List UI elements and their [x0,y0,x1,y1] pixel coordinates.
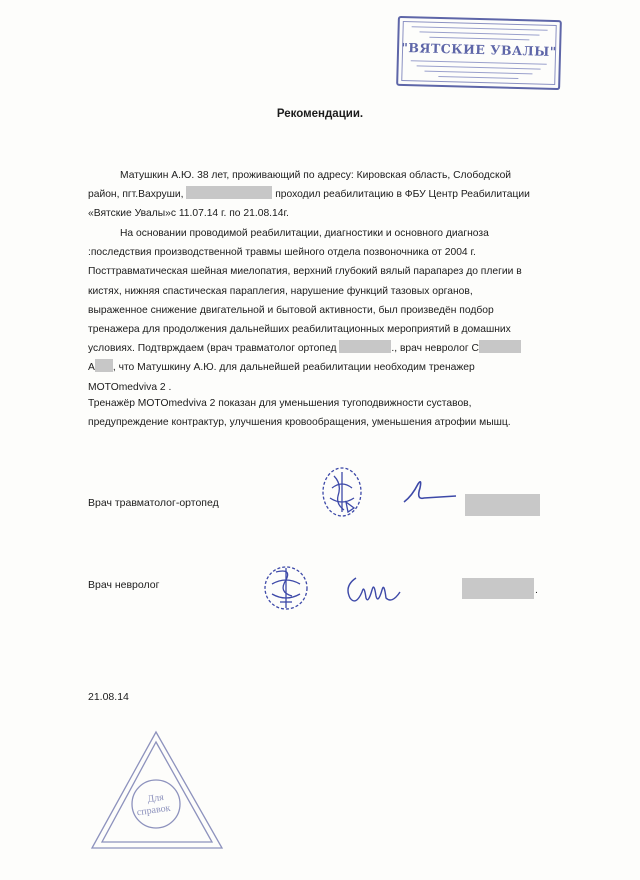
purpose-paragraph [88,394,511,432]
purpose-line: предупреждение контрактур, улучшения кровообращения, уменьшения атрофии мышц. [88,417,511,429]
round-seal-icon [262,562,312,616]
redacted-signature-name [462,578,534,599]
triangle-stamp-text: Для [146,791,165,806]
basis-paragraph [88,224,522,397]
basis-line: выраженное снижение двигательной и бытовой активности, был произведён подбор [88,304,494,316]
round-seal-icon [318,462,368,524]
basis-text: ., врач невролог С [391,343,479,355]
intro-text: проходил реабилитацию в ФБУ Центр Реабилитации [275,189,530,201]
triangle-stamp-text: справок [136,802,172,819]
intro-line [88,185,530,204]
signature-2-icon [342,570,408,610]
basis-line: тренажера для продолжения дальнейших реабилитационных мероприятий в домашних [88,324,511,336]
basis-line [88,358,522,377]
redacted-signature-name [465,494,540,516]
basis-line [88,339,522,358]
basis-text: условиях. Подтврждаем (врач травматолог ортопед [88,343,337,355]
basis-text: , что Матушкину А.Ю. для дальнейшей реабилитации необходим тренажер [112,362,475,374]
basis-line: MOTOmedviva 2 . [88,381,172,393]
redacted-name [339,340,391,353]
redacted-address [186,186,272,199]
document-date: 21.08.14 [88,691,129,703]
doctor2-label: Врач невролог [88,579,160,591]
basis-line: Посттравматическая шейная миелопатия, верхний глубокий вялый парапарез до плегии в [88,266,522,278]
basis-text: А [88,362,95,374]
redacted-name [95,359,113,372]
basis-line: На основании проводимой реабилитации, диагностики и основного диагноза [120,228,489,239]
intro-line: Матушкин А.Ю. 38 лет, проживающий по адресу: Кировская область, Слободской [120,170,512,181]
redacted-name [479,340,521,353]
document-title: Рекомендации. [276,108,364,120]
stamp-organization-name: "ВЯТСКИЕ УВАЛЫ" [401,39,557,60]
purpose-line: Тренажёр MOTOmedviva 2 показан для уменьшения тугоподвижности суставов, [88,398,472,409]
triangle-stamp-icon [88,728,228,854]
doctor1-label: Врач травматолог-ортопед [88,497,219,509]
organization-stamp [396,16,562,90]
signature-1-icon [400,476,460,506]
intro-paragraph [88,166,530,224]
basis-line: :последствия производственной травмы шейного отдела позвоночника от 2004 г. [88,247,476,259]
trailing-dot: . [535,584,538,596]
intro-line: «Вятские Увалы»с 11.07.14 г. по 21.08.14г. [88,208,289,220]
basis-line: кистях, нижняя спастическая параплегия, нарушение функций тазовых органов, [88,285,473,297]
intro-text: район, пгт.Вахруши, [88,189,184,201]
